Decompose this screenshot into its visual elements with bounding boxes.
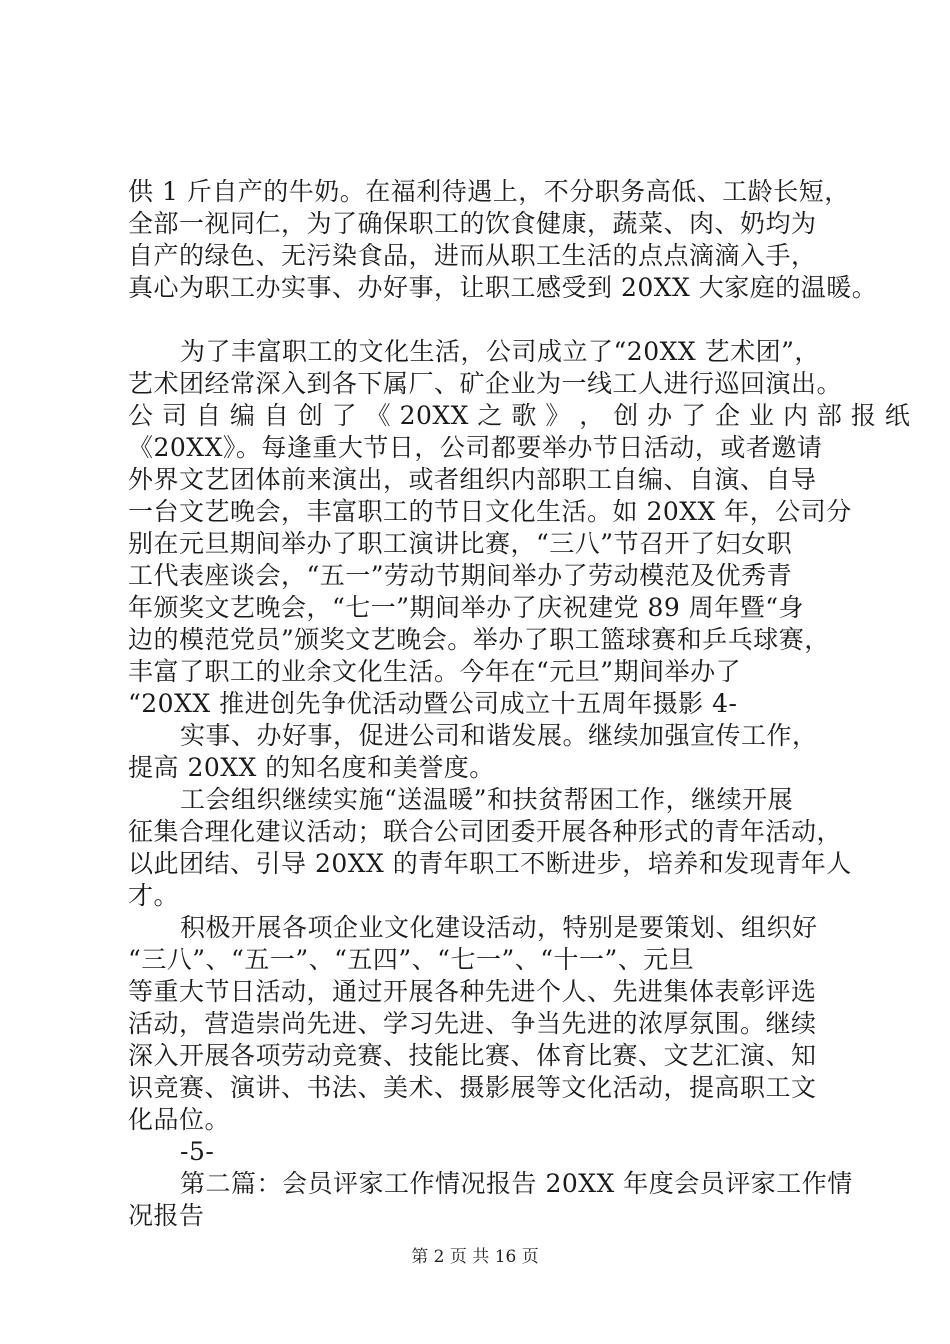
section-heading: 第二篇：会员评家工作情况报告 20XX 年度会员评家工作情 (180, 1169, 853, 1198)
text-line: 等重大节日活动，通过开展各种先进个人、先进集体表彰评选 (128, 977, 817, 1006)
text-line: 公 司 自 编 自 创 了 《 20XX 之 歌 》 ， 创 办 了 企 业 内 部 报 纸 (128, 401, 911, 430)
text-line: 为了丰富职工的文化生活，公司成立了“20XX 艺术团”， (180, 337, 820, 366)
text-line: 边的模范党员”颁奖文艺晚会。举办了职工篮球赛和乒乓球赛， (128, 625, 830, 654)
text-line: 提高 20XX 的知名度和美誉度。 (128, 753, 495, 782)
text-line: 才。 (128, 881, 180, 910)
text-line: 实事、办好事，促进公司和谐发展。继续加强宣传工作， (180, 721, 818, 750)
text-line: 别在元旦期间举办了职工演讲比赛，“三八”节召开了妇女职 (128, 529, 793, 558)
text-line: 深入开展各项劳动竞赛、技能比赛、体育比赛、文艺汇演、知 (128, 1041, 817, 1070)
text-line: 年颁奖文艺晚会，“七一”期间举办了庆祝建党 89 周年暨“身 (128, 593, 805, 622)
text-line: 丰富了职工的业余文化生活。今年在“元旦”期间举办了 (128, 657, 742, 686)
text-line: 《20XX》。每逢重大节日，公司都要举办节日活动，或者邀请 (128, 433, 823, 462)
text-line: 艺术团经常深入到各下属厂、矿企业为一线工人进行巡回演出。 (128, 369, 843, 398)
text-line: 供 1 斤自产的牛奶。在福利待遇上，不分职务高低、工龄长短， (128, 177, 850, 206)
text-line: 真心为职工办实事、办好事，让职工感受到 20XX 大家庭的温暖。 (128, 273, 878, 302)
text-line: 工代表座谈会，“五一”劳动节期间举办了劳动模范及优秀青 (128, 561, 793, 590)
page-footer: 第 2 页 共 16 页 (411, 1247, 539, 1267)
text-line: 活动，营造崇尚先进、学习先进、争当先进的浓厚氛围。继续 (128, 1009, 817, 1038)
text-line: 全部一视同仁，为了确保职工的饮食健康，蔬菜、肉、奶均为 (128, 209, 817, 238)
section-heading-continued: 况报告 (128, 1201, 205, 1230)
text-line: 化品位。 (128, 1105, 231, 1134)
text-line: 自产的绿色、无污染食品，进而从职工生活的点点滴滴入手， (128, 241, 817, 270)
text-line: 一台文艺晚会，丰富职工的节日文化生活。如 20XX 年，公司分 (128, 497, 852, 526)
text-line: 外界文艺团体前来演出，或者组织内部职工自编、自演、自导 (128, 465, 817, 494)
text-line: “20XX 推进创先争优活动暨公司成立十五周年摄影 4- (128, 689, 738, 718)
text-line: 积极开展各项企业文化建设活动，特别是要策划、组织好 (180, 913, 818, 942)
page-marker: -5- (180, 1137, 215, 1166)
text-line: 工会组织继续实施“送温暖”和扶贫帮困工作，继续开展 (180, 785, 794, 814)
text-line: 以此团结、引导 20XX 的青年职工不断进步，培养和发现青年人 (128, 849, 852, 878)
text-line: 识竞赛、演讲、书法、美术、摄影展等文化活动，提高职工文 (128, 1073, 817, 1102)
text-line: 征集合理化建议活动；联合公司团委开展各种形式的青年活动， (128, 817, 843, 846)
text-line: “三八”、“五一”、“五四”、“七一”、“十一”、元旦 (128, 945, 695, 974)
